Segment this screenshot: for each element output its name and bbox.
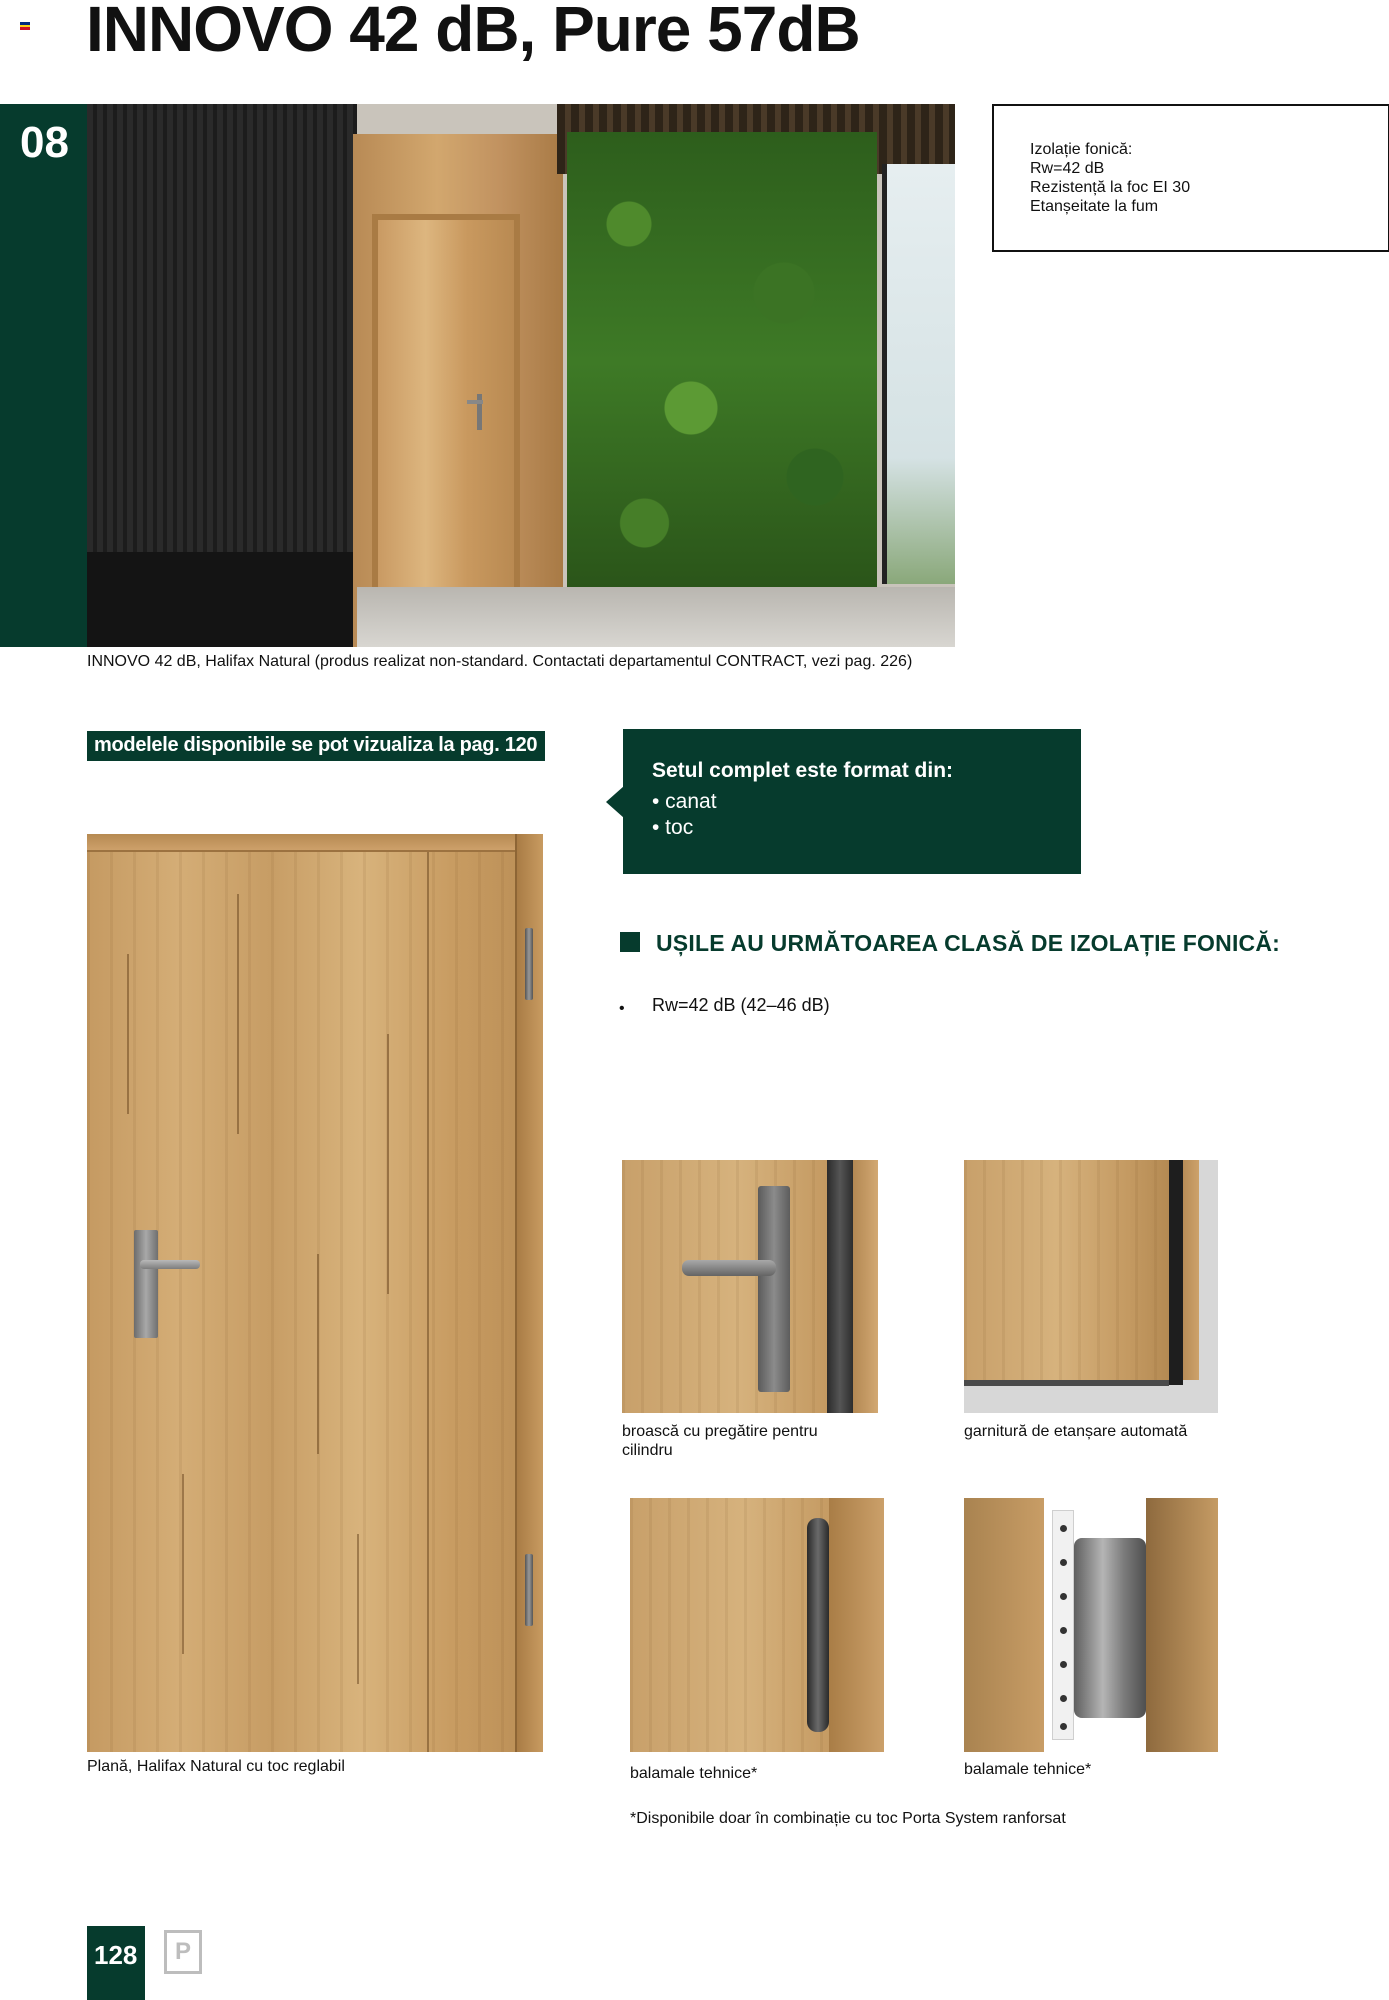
acoustic-panel-wall xyxy=(87,104,357,647)
detail-lock-image xyxy=(622,1160,878,1413)
main-door-image xyxy=(87,834,543,1752)
section-band xyxy=(0,104,87,647)
wood-grain xyxy=(127,954,129,1114)
spec-line: Izolație fonică: xyxy=(1030,141,1133,158)
wood-grain xyxy=(317,1254,319,1454)
screw-icon xyxy=(1060,1661,1067,1668)
set-item: • canat xyxy=(652,790,717,813)
screw-icon xyxy=(1060,1559,1067,1566)
door-frame-top xyxy=(87,834,543,852)
sound-class-value: Rw=42 dB (42–46 dB) xyxy=(652,995,830,1015)
hero-caption: INNOVO 42 dB, Halifax Natural (produs realizat non-standard. Contactati departamentul CONTRACT, vezi pag. 226) xyxy=(87,653,913,670)
page-title: INNOVO 42 dB, Pure 57dB xyxy=(86,0,860,65)
door-handle-icon xyxy=(140,1260,200,1269)
lock-edge xyxy=(827,1160,853,1413)
spec-line: Rw=42 dB xyxy=(1030,160,1105,177)
wood-grain xyxy=(387,1034,389,1294)
screw-icon xyxy=(1060,1627,1067,1634)
hero-photo xyxy=(87,104,955,647)
hero-door-handle-icon xyxy=(477,394,482,430)
barrel-hinge-icon xyxy=(807,1518,829,1732)
seal-strip-icon xyxy=(1169,1160,1183,1385)
door-leaf xyxy=(964,1160,1169,1380)
set-title: Setul complet este format din: xyxy=(652,759,954,782)
detail-caption: balamale tehnice* xyxy=(964,1761,1092,1778)
screw-icon xyxy=(1060,1723,1067,1730)
door-frame-side xyxy=(829,1498,884,1752)
door-frame-side xyxy=(1146,1498,1218,1752)
set-item: • toc xyxy=(652,816,694,839)
door-jamb xyxy=(1183,1160,1199,1380)
green-plant-wall xyxy=(567,132,877,592)
concealed-hinge-icon xyxy=(1074,1538,1146,1718)
spec-line: Etanșeitate la fum xyxy=(1030,198,1159,215)
door-leaf-edge xyxy=(427,852,429,1752)
language-flag-icon xyxy=(20,22,30,30)
hinge-icon xyxy=(525,928,533,1000)
detail-seal-image xyxy=(964,1160,1218,1413)
callout-arrow-icon xyxy=(606,786,624,818)
detail-caption: balamale tehnice* xyxy=(630,1765,758,1782)
section-number: 08 xyxy=(20,118,69,167)
handle-plate-icon xyxy=(134,1230,158,1338)
page-number: 128 xyxy=(94,1940,138,1970)
window xyxy=(882,164,955,584)
spec-line: Rezistență la foc EI 30 xyxy=(1030,179,1191,196)
sound-class-heading: UȘILE AU URMĂTOAREA CLASĂ DE IZOLAȚIE FONICĂ: xyxy=(656,930,1281,956)
screw-icon xyxy=(1060,1695,1067,1702)
main-door-caption: Plană, Halifax Natural cu toc reglabil xyxy=(87,1758,345,1775)
models-reference-label: modelele disponibile se pot vizualiza la pag. 120 xyxy=(87,731,545,761)
door-frame-side xyxy=(853,1160,878,1413)
hinge-icon xyxy=(525,1554,533,1626)
drop-seal-icon xyxy=(964,1380,1169,1386)
footnote: *Disponibile doar în combinație cu toc Porta System ranforsat xyxy=(630,1810,1066,1827)
floor xyxy=(357,587,955,647)
lock-plate-icon xyxy=(758,1186,790,1392)
detail-3d-hinge-image xyxy=(964,1498,1218,1752)
wood-grain xyxy=(182,1474,184,1654)
hero-door xyxy=(372,214,520,624)
set-contents-box xyxy=(623,729,1081,874)
wood-grain xyxy=(357,1534,359,1684)
wood-grain xyxy=(237,894,239,1134)
brand-logo-icon: P xyxy=(164,1930,202,1974)
heading-marker-icon xyxy=(620,932,640,952)
door-handle-icon xyxy=(682,1260,776,1276)
screw-icon xyxy=(1060,1593,1067,1600)
detail-caption: garnitură de etanșare automată xyxy=(964,1423,1188,1440)
spec-box xyxy=(992,104,1389,252)
wood-texture xyxy=(964,1498,1044,1752)
detail-hinge-image xyxy=(630,1498,884,1752)
screw-icon xyxy=(1060,1525,1067,1532)
hinge-plate-icon xyxy=(1052,1510,1074,1740)
bullet: • xyxy=(619,1000,625,1017)
detail-caption: broască cu pregătire pentru cilindru xyxy=(622,1423,818,1459)
